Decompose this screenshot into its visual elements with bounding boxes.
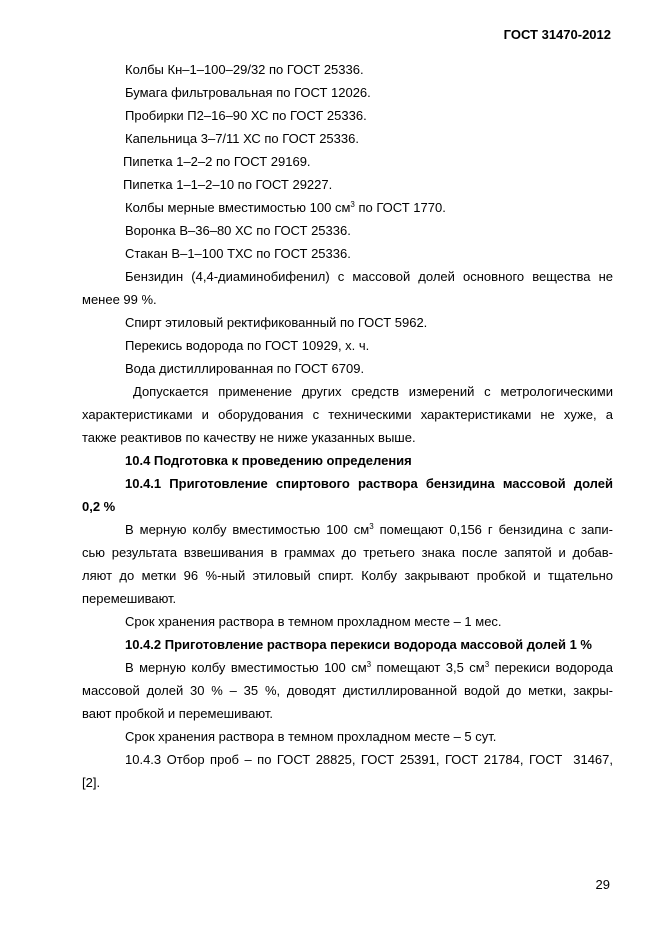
storage-note: Срок хранения раствора в темном прохладном месте – 5 сут.	[125, 729, 497, 744]
reagent-line: Перекись водорода по ГОСТ 10929, х. ч.	[125, 338, 370, 353]
superscript: 3	[366, 660, 372, 669]
subsection-title: 0,2 %	[82, 499, 116, 514]
equipment-line: Бумага фильтровальная по ГОСТ 12026.	[125, 85, 371, 100]
equipment-line: Воронка В–36–80 ХС по ГОСТ 25336.	[125, 223, 351, 238]
paragraph-line: 10.4.3 Отбор проб – по ГОСТ 28825, ГОСТ 25391, ГОСТ 21784, ГОСТ 31467,	[125, 752, 613, 767]
benzidine-line: Бензидин (4,4-диаминобифенил) с массовой долей основного вещества не	[125, 269, 613, 284]
equipment-line: Пипетка 1–1–2–10 по ГОСТ 29227.	[123, 177, 333, 192]
paragraph-text: помещают 3,5 см	[371, 660, 485, 675]
paragraph-text-end: перекиси водорода	[489, 660, 613, 675]
paragraph-line: массовой долей 30 % – 35 %, доводят дистиллированной водой до метки, закры-	[82, 683, 613, 698]
paragraph-text: В мерную колбу вместимостью 100 см	[125, 660, 367, 675]
paragraph-line: перемешивают.	[82, 591, 177, 606]
allowance-line: Допускается применение других средств измерений с метрологическими	[133, 384, 613, 399]
page-number: 29	[595, 877, 610, 892]
document-header: ГОСТ 31470-2012	[503, 27, 611, 42]
superscript: 3	[484, 660, 490, 669]
paragraph-line	[82, 522, 613, 538]
equipment-line: Капельница 3–7/11 ХС по ГОСТ 25336.	[125, 131, 359, 146]
allowance-line: также реактивов по качеству не ниже указанных выше.	[82, 430, 416, 445]
equipment-line: Пипетка 1–2–2 по ГОСТ 29169.	[123, 154, 311, 169]
paragraph-line	[82, 660, 613, 676]
reagent-line: Спирт этиловый ректификованный по ГОСТ 5962.	[125, 315, 428, 330]
equipment-line: Колбы Кн–1–100–29/32 по ГОСТ 25336.	[125, 62, 364, 77]
section-title: 10.4 Подготовка к проведению определения	[125, 453, 412, 468]
allowance-line: характеристиками и оборудования с техническими характеристиками не хуже, а	[82, 407, 613, 422]
paragraph-text: В мерную колбу вместимостью 100 см	[125, 522, 370, 537]
equipment-line: Пробирки П2–16–90 ХС по ГОСТ 25336.	[125, 108, 367, 123]
flask-text: Колбы мерные вместимостью 100 см	[125, 200, 351, 215]
paragraph-line: ляют до метки 96 %-ный этиловый спирт. Колбу закрывают пробкой и тщательно	[82, 568, 613, 583]
reagent-line: Вода дистиллированная по ГОСТ 6709.	[125, 361, 365, 376]
paragraph-line: [2].	[82, 775, 101, 790]
superscript: 3	[369, 522, 374, 531]
subsection-title: 10.4.1 Приготовление спиртового раствора бензидина массовой долей	[125, 476, 613, 491]
storage-note: Срок хранения раствора в темном прохладном месте – 1 мес.	[125, 614, 502, 629]
paragraph-line: сью результата взвешивания в граммах до третьего знака после запятой и добав-	[82, 545, 613, 560]
flask-text-end: по ГОСТ 1770.	[354, 200, 446, 215]
benzidine-line: менее 99 %.	[82, 292, 157, 307]
equipment-line-flask	[125, 200, 446, 216]
equipment-line: Стакан В–1–100 ТХС по ГОСТ 25336.	[125, 246, 351, 261]
paragraph-text-end: помещают 0,156 г бензидина с запи-	[373, 522, 614, 537]
superscript: 3	[350, 200, 355, 209]
paragraph-line: вают пробкой и перемешивают.	[82, 706, 273, 721]
subsection-title: 10.4.2 Приготовление раствора перекиси водорода массовой долей 1 %	[125, 637, 592, 652]
